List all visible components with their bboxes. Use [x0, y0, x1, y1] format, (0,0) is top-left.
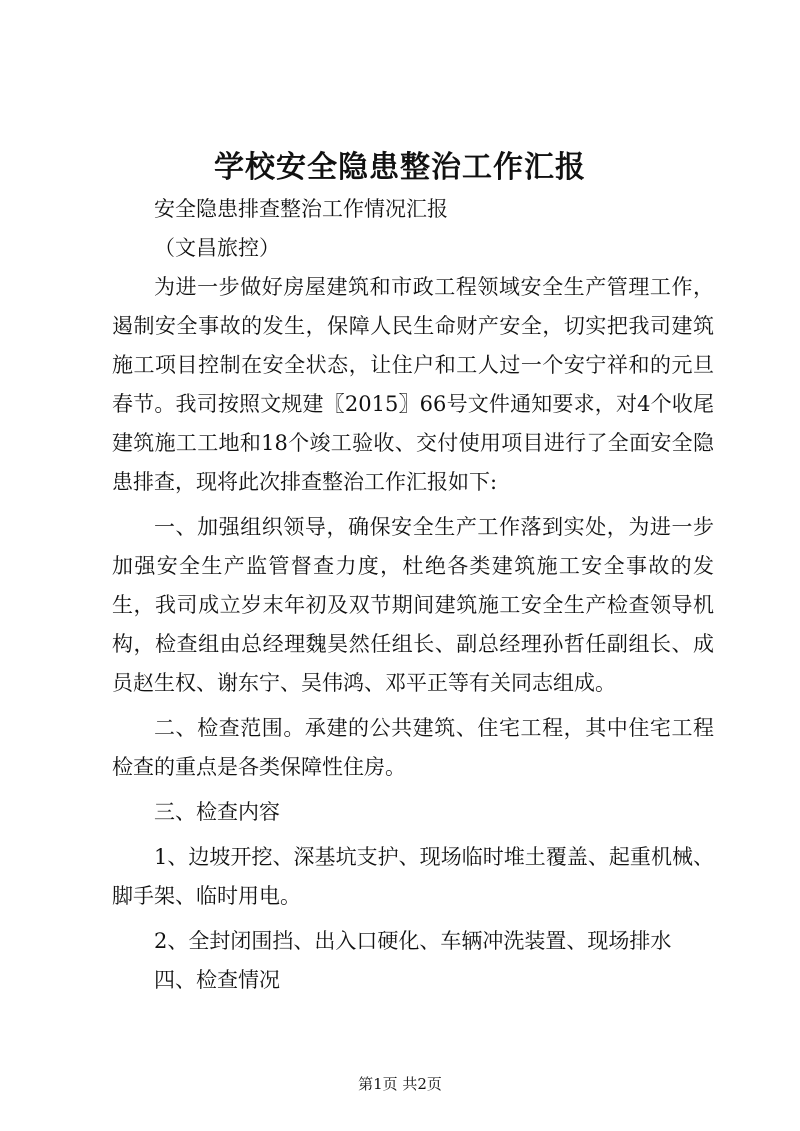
intro-paragraph: 为进一步做好房屋建筑和市政工程领域安全生产管理工作，遏制安全事故的发生，保障人民生命财产安全，切实把我司建筑施工项目控制在安全状态，让住户和工人过一个安宁祥和的元旦春节。我司按照文规建〖2015〗66号文件通知要求，对4个收尾建筑施工工地和18个竣工验收、交付使用项目进行了全面安全隐患排查，现将此次排查整治工作汇报如下:	[112, 275, 714, 494]
subtitle-paragraph: 安全隐患排查整治工作情况汇报	[154, 197, 448, 221]
page-footer: 第1页 共2页	[358, 1075, 442, 1093]
section-four-heading: 四、检查情况	[154, 968, 280, 992]
content-item-1: 1、边坡开挖、深基坑支护、现场临时堆土覆盖、起重机械、脚手架、临时用电。	[112, 845, 714, 908]
document-title: 学校安全隐患整治工作汇报	[214, 150, 586, 185]
content-item-2: 2、全封闭围挡、出入口硬化、车辆冲洗装置、现场排水	[154, 929, 672, 953]
author-paragraph: （文昌旅控）	[154, 236, 280, 260]
section-three-heading: 三、检查内容	[154, 800, 280, 824]
section-one-paragraph: 一、加强组织领导，确保安全生产工作落到实处，为进一步加强安全生产监管督查力度，杜绝各类建筑施工安全事故的发生，我司成立岁末年初及双节期间建筑施工安全生产检查领导机构，检查组由总经理魏昊然任组长、副总经理孙哲任副组长、成员赵生权、谢东宁、吴伟鸿、邓平正等有关同志组成。	[112, 515, 714, 695]
section-two-paragraph: 二、检查范围。承建的公共建筑、住宅工程，其中住宅工程检查的重点是各类保障性住房。	[112, 716, 714, 779]
document-body	[112, 190, 714, 1000]
